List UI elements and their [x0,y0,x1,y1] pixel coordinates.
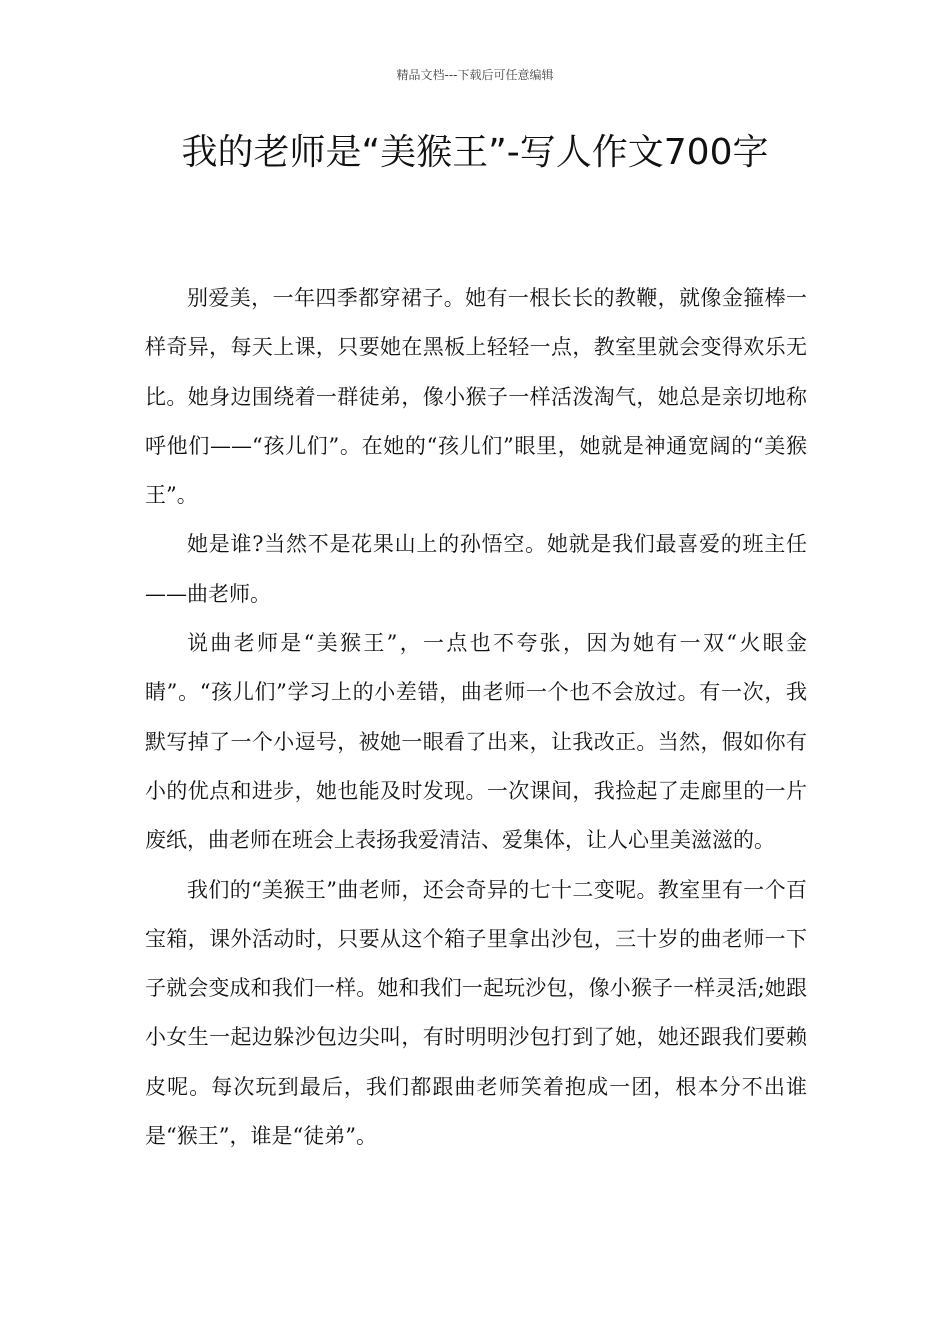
article-title: 我的老师是“美猴王”-写人作文700字 [181,132,769,173]
header-watermark: 精品文档---下载后可任意编辑 [396,68,554,82]
article-body [145,274,807,1161]
paragraph-3: 说曲老师是“美猴王”，一点也不夸张，因为她有一双“火眼金睛”。“孩儿们”学习上的小差错，曲老师一个也不会放过。有一次，我默写掉了一个小逗号，被她一眼看了出来，让我改正。当然，假如你有小的优点和进步，她也能及时发现。一次课间，我捡起了走廊里的一片废纸，曲老师在班会上表扬我爱清洁、爱集体，让人心里美滋滋的。 [145,631,807,853]
paragraph-4: 我们的“美猴王”曲老师，还会奇异的七十二变呢。教室里有一个百宝箱，课外活动时，只要从这个箱子里拿出沙包，三十岁的曲老师一下子就会变成和我们一样。她和我们一起玩沙包，像小猴子一样灵活;她跟小女生一起边躲沙包边尖叫，有时明明沙包打到了她，她还跟我们要赖皮呢。每次玩到最后，我们都跟曲老师笑着抱成一团，根本分不出谁是“猴王”，谁是“徒弟”。 [145,877,807,1149]
paragraph-2: 她是谁?当然不是花果山上的孙悟空。她就是我们最喜爱的班主任——曲老师。 [145,532,807,606]
paragraph-1: 别爱美，一年四季都穿裙子。她有一根长长的教鞭，就像金箍棒一样奇异，每天上课，只要她在黑板上轻轻一点，教室里就会变得欢乐无比。她身边围绕着一群徒弟，像小猴子一样活泼淘气，她总是亲切地称呼他们——“孩儿们”。在她的“孩儿们”眼里，她就是神通宽阔的“美猴王”。 [145,286,807,508]
